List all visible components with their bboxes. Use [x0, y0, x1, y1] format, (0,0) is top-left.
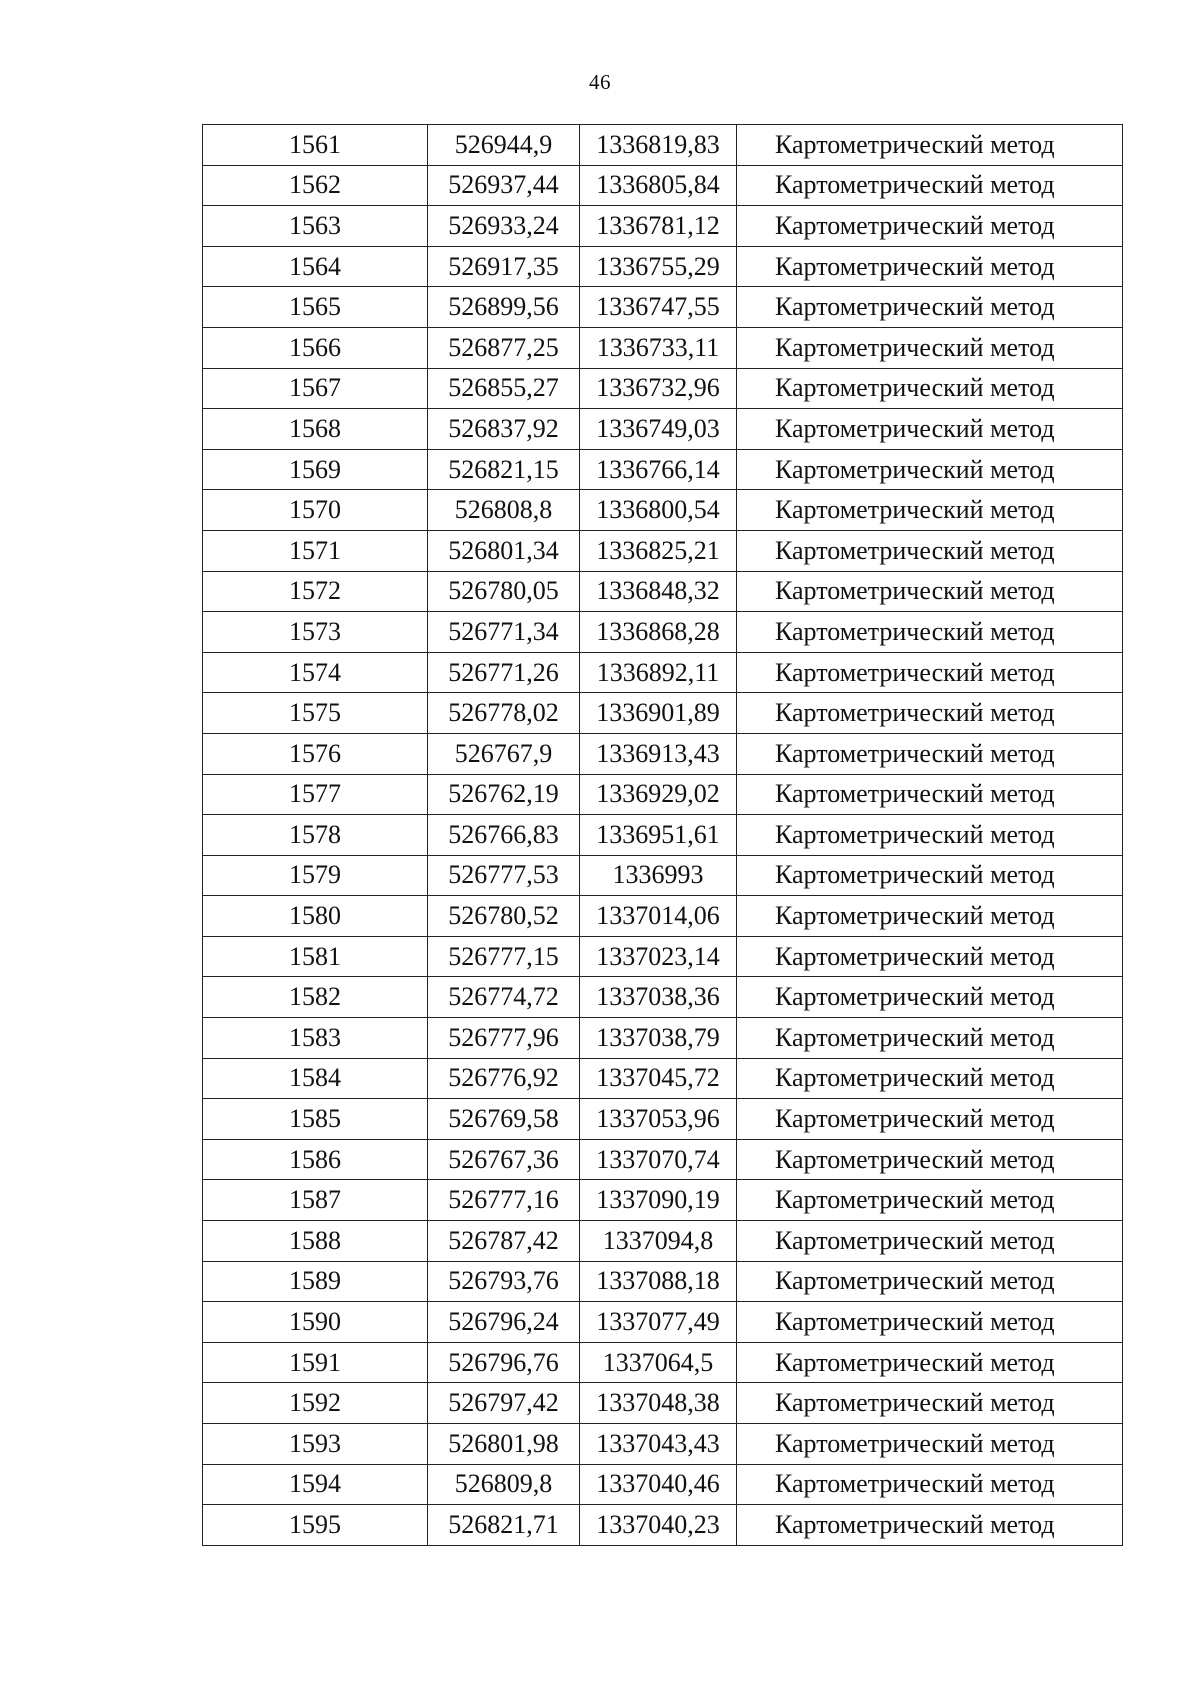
point-number-cell: 1583: [203, 1018, 428, 1059]
method-cell: Картометрический метод: [737, 490, 1123, 531]
table-row: [203, 125, 1123, 166]
method-cell: Картометрический метод: [737, 327, 1123, 368]
point-number-cell: 1564: [203, 246, 428, 287]
x-coordinate-cell: 526776,92: [428, 1058, 580, 1099]
y-coordinate-cell: 1336892,11: [580, 652, 737, 693]
point-number-cell: 1593: [203, 1424, 428, 1465]
table-row: [203, 896, 1123, 937]
method-cell: Картометрический метод: [737, 815, 1123, 856]
method-cell: Картометрический метод: [737, 1464, 1123, 1505]
method-cell: Картометрический метод: [737, 368, 1123, 409]
point-number-cell: 1563: [203, 206, 428, 247]
method-cell: Картометрический метод: [737, 1139, 1123, 1180]
y-coordinate-cell: 1337043,43: [580, 1424, 737, 1465]
table-row: [203, 530, 1123, 571]
x-coordinate-cell: 526771,26: [428, 652, 580, 693]
x-coordinate-cell: 526774,72: [428, 977, 580, 1018]
method-cell: Картометрический метод: [737, 1505, 1123, 1546]
x-coordinate-cell: 526769,58: [428, 1099, 580, 1140]
point-number-cell: 1584: [203, 1058, 428, 1099]
x-coordinate-cell: 526766,83: [428, 815, 580, 856]
y-coordinate-cell: 1337048,38: [580, 1383, 737, 1424]
y-coordinate-cell: 1337094,8: [580, 1221, 737, 1262]
y-coordinate-cell: 1336913,43: [580, 733, 737, 774]
table-row: [203, 652, 1123, 693]
table-row: [203, 733, 1123, 774]
point-number-cell: 1582: [203, 977, 428, 1018]
table-row: [203, 1221, 1123, 1262]
method-cell: Картометрический метод: [737, 855, 1123, 896]
point-number-cell: 1565: [203, 287, 428, 328]
method-cell: Картометрический метод: [737, 652, 1123, 693]
method-cell: Картометрический метод: [737, 449, 1123, 490]
page-number: 46: [589, 70, 611, 94]
x-coordinate-cell: 526801,98: [428, 1424, 580, 1465]
x-coordinate-cell: 526777,15: [428, 936, 580, 977]
point-number-cell: 1594: [203, 1464, 428, 1505]
x-coordinate-cell: 526899,56: [428, 287, 580, 328]
point-number-cell: 1587: [203, 1180, 428, 1221]
method-cell: Картометрический метод: [737, 977, 1123, 1018]
x-coordinate-cell: 526877,25: [428, 327, 580, 368]
table-row: [203, 287, 1123, 328]
y-coordinate-cell: 1337014,06: [580, 896, 737, 937]
y-coordinate-cell: 1336848,32: [580, 571, 737, 612]
point-number-cell: 1570: [203, 490, 428, 531]
y-coordinate-cell: 1336951,61: [580, 815, 737, 856]
y-coordinate-cell: 1336747,55: [580, 287, 737, 328]
x-coordinate-cell: 526777,16: [428, 1180, 580, 1221]
method-cell: Картометрический метод: [737, 1221, 1123, 1262]
y-coordinate-cell: 1337088,18: [580, 1261, 737, 1302]
point-number-cell: 1562: [203, 165, 428, 206]
table-row: [203, 693, 1123, 734]
point-number-cell: 1578: [203, 815, 428, 856]
method-cell: Картометрический метод: [737, 612, 1123, 653]
point-number-cell: 1592: [203, 1383, 428, 1424]
table-row: [203, 246, 1123, 287]
y-coordinate-cell: 1336749,03: [580, 409, 737, 450]
x-coordinate-cell: 526937,44: [428, 165, 580, 206]
y-coordinate-cell: 1337038,36: [580, 977, 737, 1018]
table-row: [203, 1383, 1123, 1424]
x-coordinate-cell: 526809,8: [428, 1464, 580, 1505]
y-coordinate-cell: 1337064,5: [580, 1342, 737, 1383]
point-number-cell: 1589: [203, 1261, 428, 1302]
y-coordinate-cell: 1337040,23: [580, 1505, 737, 1546]
method-cell: Картометрический метод: [737, 1383, 1123, 1424]
x-coordinate-cell: 526944,9: [428, 125, 580, 166]
x-coordinate-cell: 526821,15: [428, 449, 580, 490]
point-number-cell: 1585: [203, 1099, 428, 1140]
method-cell: Картометрический метод: [737, 936, 1123, 977]
method-cell: Картометрический метод: [737, 733, 1123, 774]
table-row: [203, 936, 1123, 977]
x-coordinate-cell: 526801,34: [428, 530, 580, 571]
y-coordinate-cell: 1337038,79: [580, 1018, 737, 1059]
point-number-cell: 1581: [203, 936, 428, 977]
table-row: [203, 165, 1123, 206]
coordinates-table: [202, 124, 1123, 1546]
y-coordinate-cell: 1337077,49: [580, 1302, 737, 1343]
x-coordinate-cell: 526821,71: [428, 1505, 580, 1546]
x-coordinate-cell: 526767,9: [428, 733, 580, 774]
table-row: [203, 1424, 1123, 1465]
x-coordinate-cell: 526767,36: [428, 1139, 580, 1180]
table-row: [203, 1505, 1123, 1546]
y-coordinate-cell: 1336868,28: [580, 612, 737, 653]
method-cell: Картометрический метод: [737, 1180, 1123, 1221]
x-coordinate-cell: 526793,76: [428, 1261, 580, 1302]
table-row: [203, 206, 1123, 247]
y-coordinate-cell: 1336819,83: [580, 125, 737, 166]
y-coordinate-cell: 1336766,14: [580, 449, 737, 490]
point-number-cell: 1577: [203, 774, 428, 815]
method-cell: Картометрический метод: [737, 774, 1123, 815]
table-row: [203, 1139, 1123, 1180]
point-number-cell: 1571: [203, 530, 428, 571]
method-cell: Картометрический метод: [737, 1342, 1123, 1383]
point-number-cell: 1574: [203, 652, 428, 693]
method-cell: Картометрический метод: [737, 287, 1123, 328]
x-coordinate-cell: 526917,35: [428, 246, 580, 287]
y-coordinate-cell: 1337045,72: [580, 1058, 737, 1099]
method-cell: Картометрический метод: [737, 125, 1123, 166]
table-row: [203, 1464, 1123, 1505]
point-number-cell: 1590: [203, 1302, 428, 1343]
x-coordinate-cell: 526777,53: [428, 855, 580, 896]
point-number-cell: 1561: [203, 125, 428, 166]
table-row: [203, 1342, 1123, 1383]
x-coordinate-cell: 526837,92: [428, 409, 580, 450]
table-row: [203, 855, 1123, 896]
x-coordinate-cell: 526771,34: [428, 612, 580, 653]
table-row: [203, 1302, 1123, 1343]
y-coordinate-cell: 1337053,96: [580, 1099, 737, 1140]
table-row: [203, 1058, 1123, 1099]
method-cell: Картометрический метод: [737, 530, 1123, 571]
method-cell: Картометрический метод: [737, 1018, 1123, 1059]
table-row: [203, 449, 1123, 490]
method-cell: Картометрический метод: [737, 206, 1123, 247]
point-number-cell: 1580: [203, 896, 428, 937]
y-coordinate-cell: 1337040,46: [580, 1464, 737, 1505]
method-cell: Картометрический метод: [737, 1302, 1123, 1343]
x-coordinate-cell: 526778,02: [428, 693, 580, 734]
method-cell: Картометрический метод: [737, 409, 1123, 450]
y-coordinate-cell: 1336755,29: [580, 246, 737, 287]
point-number-cell: 1569: [203, 449, 428, 490]
table-row: [203, 1261, 1123, 1302]
method-cell: Картометрический метод: [737, 1424, 1123, 1465]
method-cell: Картометрический метод: [737, 693, 1123, 734]
y-coordinate-cell: 1337070,74: [580, 1139, 737, 1180]
table-row: [203, 409, 1123, 450]
y-coordinate-cell: 1336733,11: [580, 327, 737, 368]
x-coordinate-cell: 526797,42: [428, 1383, 580, 1424]
x-coordinate-cell: 526762,19: [428, 774, 580, 815]
point-number-cell: 1579: [203, 855, 428, 896]
method-cell: Картометрический метод: [737, 1261, 1123, 1302]
coordinates-table-body: [203, 125, 1123, 1546]
point-number-cell: 1575: [203, 693, 428, 734]
table-row: [203, 1099, 1123, 1140]
point-number-cell: 1586: [203, 1139, 428, 1180]
y-coordinate-cell: 1336805,84: [580, 165, 737, 206]
y-coordinate-cell: 1336901,89: [580, 693, 737, 734]
point-number-cell: 1591: [203, 1342, 428, 1383]
table-row: [203, 1018, 1123, 1059]
table-row: [203, 368, 1123, 409]
x-coordinate-cell: 526787,42: [428, 1221, 580, 1262]
point-number-cell: 1566: [203, 327, 428, 368]
method-cell: Картометрический метод: [737, 165, 1123, 206]
x-coordinate-cell: 526777,96: [428, 1018, 580, 1059]
x-coordinate-cell: 526796,76: [428, 1342, 580, 1383]
x-coordinate-cell: 526780,05: [428, 571, 580, 612]
method-cell: Картометрический метод: [737, 1058, 1123, 1099]
table-row: [203, 774, 1123, 815]
point-number-cell: 1572: [203, 571, 428, 612]
point-number-cell: 1573: [203, 612, 428, 653]
y-coordinate-cell: 1336800,54: [580, 490, 737, 531]
x-coordinate-cell: 526796,24: [428, 1302, 580, 1343]
table-row: [203, 571, 1123, 612]
table-row: [203, 815, 1123, 856]
table-row: [203, 327, 1123, 368]
y-coordinate-cell: 1336993: [580, 855, 737, 896]
x-coordinate-cell: 526933,24: [428, 206, 580, 247]
method-cell: Картометрический метод: [737, 246, 1123, 287]
point-number-cell: 1567: [203, 368, 428, 409]
table-row: [203, 977, 1123, 1018]
method-cell: Картометрический метод: [737, 896, 1123, 937]
point-number-cell: 1576: [203, 733, 428, 774]
y-coordinate-cell: 1336781,12: [580, 206, 737, 247]
table-row: [203, 1180, 1123, 1221]
method-cell: Картометрический метод: [737, 1099, 1123, 1140]
point-number-cell: 1595: [203, 1505, 428, 1546]
table-row: [203, 612, 1123, 653]
y-coordinate-cell: 1336825,21: [580, 530, 737, 571]
x-coordinate-cell: 526808,8: [428, 490, 580, 531]
point-number-cell: 1588: [203, 1221, 428, 1262]
y-coordinate-cell: 1336929,02: [580, 774, 737, 815]
x-coordinate-cell: 526855,27: [428, 368, 580, 409]
method-cell: Картометрический метод: [737, 571, 1123, 612]
x-coordinate-cell: 526780,52: [428, 896, 580, 937]
table-row: [203, 490, 1123, 531]
y-coordinate-cell: 1337090,19: [580, 1180, 737, 1221]
y-coordinate-cell: 1337023,14: [580, 936, 737, 977]
y-coordinate-cell: 1336732,96: [580, 368, 737, 409]
point-number-cell: 1568: [203, 409, 428, 450]
